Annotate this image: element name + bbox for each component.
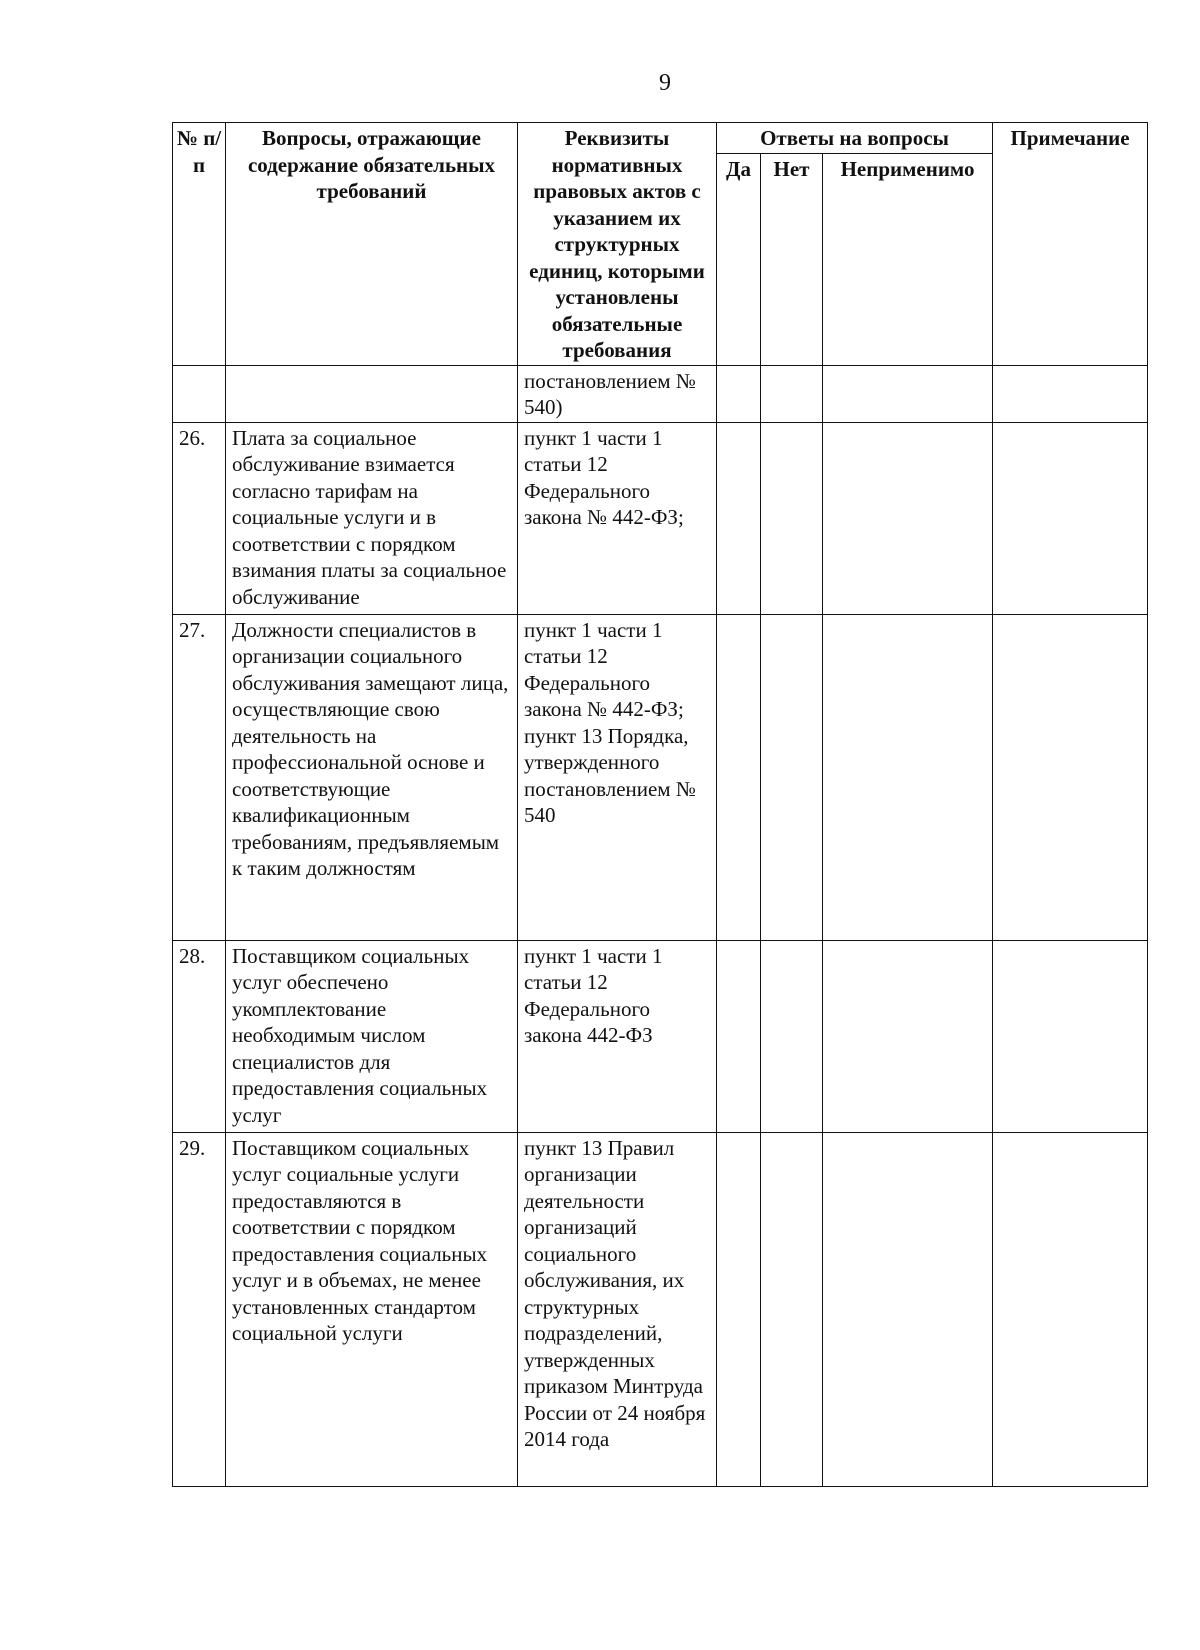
note-cell [993, 365, 1148, 422]
answer-not-applicable-cell [823, 1132, 993, 1486]
row-question: Поставщиком социальных услуг обеспечено укомплектование необходимым числом специалистов для предоставления социальных услуг [226, 940, 518, 1132]
table-row [173, 422, 1148, 614]
answer-yes-cell [717, 422, 761, 614]
row-question: Должности специалистов в организации социального обслуживания замещают лица, осуществляющие свою деятельность на профессиональной основе и соответствующие квалификационным требованиям, предъявляемым к таким должностям [226, 614, 518, 940]
note-cell [993, 940, 1148, 1132]
row-number: 29. [173, 1132, 226, 1486]
checklist-table [172, 122, 1148, 1487]
header-no: Нет [761, 153, 823, 365]
answer-not-applicable-cell [823, 940, 993, 1132]
row-number: 28. [173, 940, 226, 1132]
answer-no-cell [761, 422, 823, 614]
answer-not-applicable-cell [823, 614, 993, 940]
row-requisites: постановлением № 540) [518, 365, 717, 422]
header-requisites: Реквизиты нормативных правовых актов с указанием их структурных единиц, которыми установлены обязательные требования [518, 123, 717, 366]
answer-yes-cell [717, 940, 761, 1132]
header-note: Примечание [993, 123, 1148, 366]
row-number [173, 365, 226, 422]
table-row [173, 1132, 1148, 1486]
answer-not-applicable-cell [823, 365, 993, 422]
note-cell [993, 1132, 1148, 1486]
row-requisites: пункт 13 Правил организации деятельности организаций социального обслуживания, их структурных подразделений, утвержденных приказом Минтруда России от 24 ноября 2014 года [518, 1132, 717, 1486]
row-question [226, 365, 518, 422]
table-row [173, 365, 1148, 422]
table-row [173, 614, 1148, 940]
row-question: Плата за социальное обслуживание взимается согласно тарифам на социальные услуги и в соответствии с порядком взимания платы за социальное обслуживание [226, 422, 518, 614]
answer-no-cell [761, 1132, 823, 1486]
table-header [173, 123, 1148, 366]
answer-no-cell [761, 614, 823, 940]
answer-no-cell [761, 365, 823, 422]
header-not-applicable: Неприменимо [823, 153, 993, 365]
header-yes: Да [717, 153, 761, 365]
answer-not-applicable-cell [823, 422, 993, 614]
row-requisites: пункт 1 части 1 статьи 12 Федерального закона № 442-ФЗ; пункт 13 Порядка, утвержденного постановлением № 540 [518, 614, 717, 940]
row-number: 26. [173, 422, 226, 614]
note-cell [993, 614, 1148, 940]
row-requisites: пункт 1 части 1 статьи 12 Федерального закона 442-ФЗ [518, 940, 717, 1132]
answer-no-cell [761, 940, 823, 1132]
table-row [173, 940, 1148, 1132]
row-requisites: пункт 1 части 1 статьи 12 Федерального закона № 442-ФЗ; [518, 422, 717, 614]
note-cell [993, 422, 1148, 614]
row-question: Поставщиком социальных услуг социальные услуги предоставляются в соответствии с порядком предоставления социальных услуг и в объемах, не менее установленных стандартом социальной услуги [226, 1132, 518, 1486]
answer-yes-cell [717, 365, 761, 422]
answer-yes-cell [717, 1132, 761, 1486]
header-question: Вопросы, отражающие содержание обязательных требований [226, 123, 518, 366]
answer-yes-cell [717, 614, 761, 940]
page-number: 9 [659, 70, 671, 96]
header-num: № п/п [173, 123, 226, 366]
row-number: 27. [173, 614, 226, 940]
header-answers: Ответы на вопросы [717, 123, 993, 154]
